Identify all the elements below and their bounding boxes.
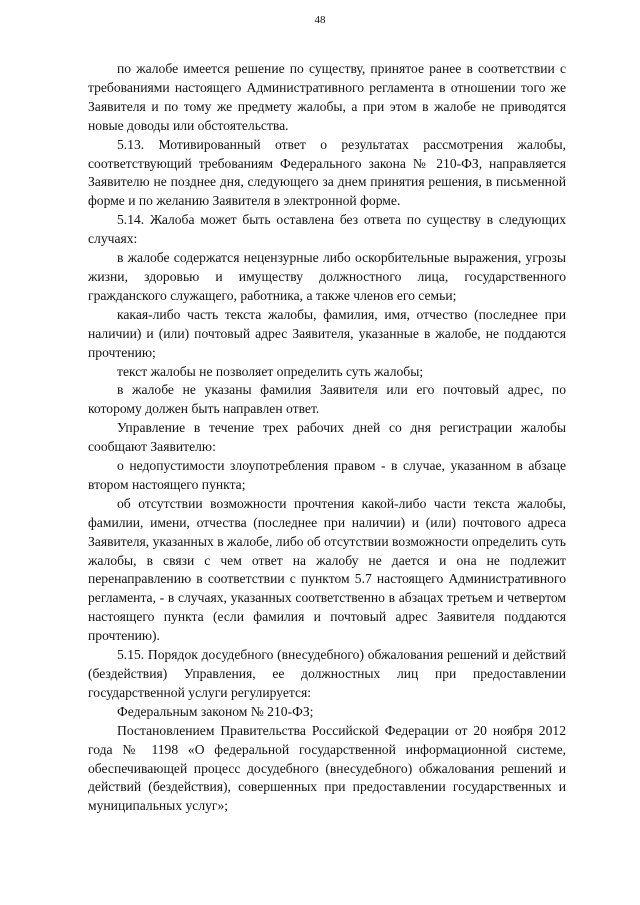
page-number: 48 (314, 14, 326, 26)
paragraph-5-13: 5.13. Мотивированный ответ о результатах рассмотрения жалобы, соответствующий требованиям Федерального закона № 210-ФЗ, направляется Заявителю не позднее дня, следующего за днем принятия решения, в письменной форме и по желанию Заявителя в электронной форме. (88, 136, 566, 209)
paragraph-continuation: по жалобе имеется решение по существу, принятое ранее в соответствии с требованиями настоящего Административного регламента в отношении того же Заявителя и по тому же предмету жалобы, а при этом в жалобе не приводятся новые доводы или обстоятельства. (88, 61, 566, 133)
list-item-unreadable: какая-либо часть текста жалобы, фамилия, имя, отчество (последнее при наличии) и (или) почтовый адрес Заявителя, указанные в жалобе, не поддаются прочтению; (88, 306, 566, 360)
list-item-abuse: о недопустимости злоупотребления правом - в случае, указанном в абзаце втором настоящего пункта; (88, 458, 566, 492)
paragraph-5-15: 5.15. Порядок досудебного (внесудебного) обжалования решений и действий (бездействия) Управления, ее должностных лиц при предоставлении государственной услуги регулируется: (88, 647, 566, 700)
paragraph-5-14: 5.14. Жалоба может быть оставлена без ответа по существу в следующих случаях: (88, 212, 566, 247)
list-item-no-reading: об отсутствии возможности прочтения какой-либо части текста жалобы, фамилии, имени, отчества (последнее при наличии) и (или) почтового адреса Заявителя, указанных в жалобе, либо об отсутствии возможности определить суть жалобы, в связи с чем ответ на жалобу не дается и она не подлежит перенаправлению в соответствии с пунктом 5.7 настоящего Административного регламента, - в случаях, указанных соответственно в абзацах третьем и четвертом настоящего пункта (если фамилия и почтовый адрес Заявителя поддаются прочтению). (88, 495, 566, 644)
list-item-obscene: в жалобе содержатся нецензурные либо оскорбительные выражения, угрозы жизни, здоровью и имуществу должностного лица, государственного гражданского служащего, работника, а также членов его семьи; (88, 250, 566, 303)
document-body (88, 60, 566, 816)
list-item-resolution: Постановлением Правительства Российской Федерации от 20 ноября 2012 года № 1198 «О федеральной государственной информационной системе, обеспечивающей процесс досудебного (внесудебного) обжалования решений и действий (бездействия), совершенных при предоставлении государственных и муниципальных услуг»; (88, 722, 566, 814)
list-item-no-address: в жалобе не указаны фамилия Заявителя или его почтовый адрес, по которому должен быть направлен ответ. (88, 382, 566, 417)
list-item-no-essence: текст жалобы не позволяет определить суть жалобы; (117, 363, 424, 379)
list-item-federal-law: Федеральным законом № 210-ФЗ; (117, 703, 314, 719)
paragraph-notify: Управление в течение трех рабочих дней со дня регистрации жалобы сообщают Заявителю: (88, 420, 566, 455)
